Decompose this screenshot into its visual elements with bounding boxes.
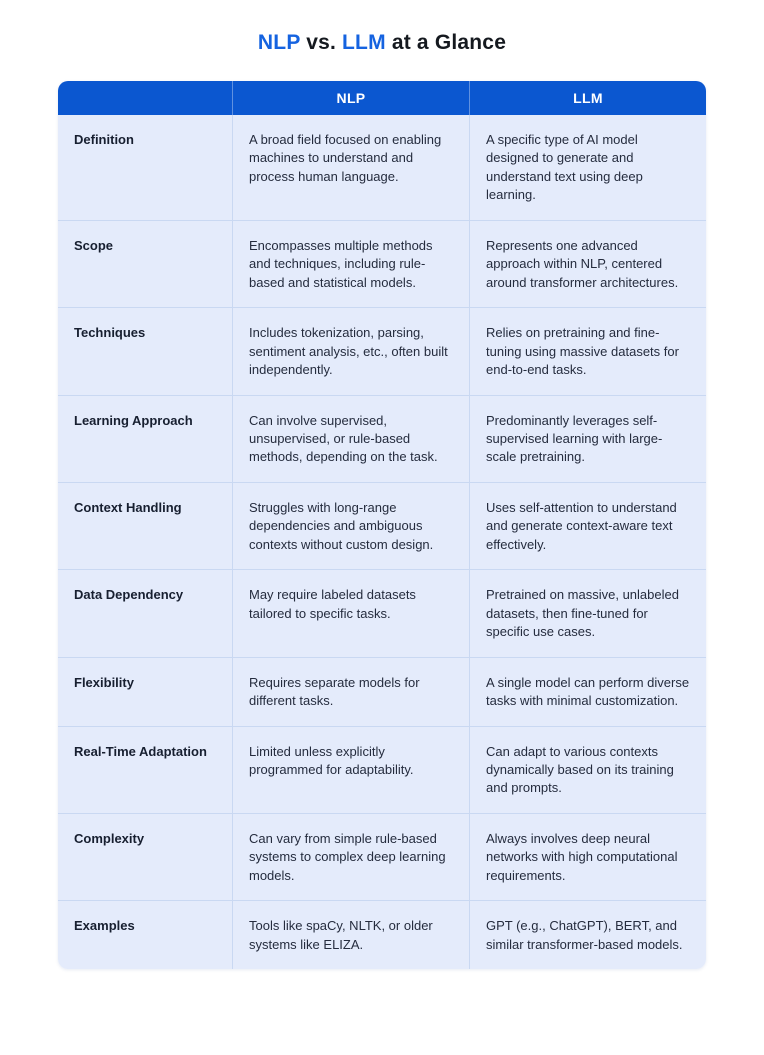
- nlp-cell: A broad field focused on enabling machines to understand and process human language.: [232, 115, 469, 220]
- llm-cell: Uses self-attention to understand and generate context-aware text effectively.: [469, 482, 706, 569]
- llm-cell: GPT (e.g., ChatGPT), BERT, and similar transformer-based models.: [469, 900, 706, 969]
- llm-cell: A single model can perform diverse tasks with minimal customization.: [469, 657, 706, 726]
- row-label: Data Dependency: [58, 569, 232, 656]
- table-header-row: [58, 81, 706, 115]
- title-nlp-accent: NLP: [257, 31, 301, 54]
- llm-cell: Predominantly leverages self-supervised learning with large-scale pretraining.: [469, 395, 706, 482]
- page-title: [0, 31, 764, 55]
- row-label: Techniques: [58, 307, 232, 394]
- nlp-cell: Can vary from simple rule-based systems to complex deep learning models.: [232, 813, 469, 900]
- table-row-complexity: [58, 813, 706, 900]
- table-row-flexibility: [58, 657, 706, 726]
- nlp-cell: Struggles with long-range dependencies and ambiguous contexts without custom design.: [232, 482, 469, 569]
- row-label: Scope: [58, 220, 232, 307]
- row-label: Context Handling: [58, 482, 232, 569]
- nlp-cell: Requires separate models for different tasks.: [232, 657, 469, 726]
- header-cell-nlp: NLP: [232, 81, 469, 115]
- nlp-cell: Encompasses multiple methods and techniques, including rule-based and statistical models.: [232, 220, 469, 307]
- table-row-context-handling: [58, 482, 706, 569]
- llm-cell: Relies on pretraining and fine-tuning using massive datasets for end-to-end tasks.: [469, 307, 706, 394]
- table-row-definition: [58, 115, 706, 220]
- llm-cell: Can adapt to various contexts dynamically based on its training and prompts.: [469, 726, 706, 813]
- table-row-examples: [58, 900, 706, 969]
- nlp-cell: Includes tokenization, parsing, sentiment analysis, etc., often built independently.: [232, 307, 469, 394]
- title-rest: at a Glance: [385, 31, 507, 54]
- nlp-cell: Can involve supervised, unsupervised, or rule-based methods, depending on the task.: [232, 395, 469, 482]
- row-label: Learning Approach: [58, 395, 232, 482]
- row-label: Real-Time Adaptation: [58, 726, 232, 813]
- row-label: Examples: [58, 900, 232, 969]
- comparison-table: [58, 81, 706, 969]
- header-cell-llm: LLM: [469, 81, 706, 115]
- row-label: Flexibility: [58, 657, 232, 726]
- table-row-techniques: [58, 307, 706, 394]
- header-cell-label: [58, 81, 232, 115]
- llm-cell: Pretrained on massive, unlabeled datasets, then fine-tuned for specific use cases.: [469, 569, 706, 656]
- nlp-cell: May require labeled datasets tailored to specific tasks.: [232, 569, 469, 656]
- nlp-cell: Limited unless explicitly programmed for adaptability.: [232, 726, 469, 813]
- table-row-data-dependency: [58, 569, 706, 656]
- llm-cell: A specific type of AI model designed to generate and understand text using deep learning.: [469, 115, 706, 220]
- llm-cell: Represents one advanced approach within NLP, centered around transformer architectures.: [469, 220, 706, 307]
- row-label: Complexity: [58, 813, 232, 900]
- row-label: Definition: [74, 132, 134, 147]
- llm-cell: Always involves deep neural networks with high computational requirements.: [469, 813, 706, 900]
- title-vs: vs.: [300, 31, 343, 54]
- nlp-cell: Tools like spaCy, NLTK, or older systems like ELIZA.: [232, 900, 469, 969]
- title-llm-accent: LLM: [342, 31, 386, 54]
- table-row-learning-approach: [58, 395, 706, 482]
- table-row-scope: [58, 220, 706, 307]
- table-row-real-time-adaptation: [58, 726, 706, 813]
